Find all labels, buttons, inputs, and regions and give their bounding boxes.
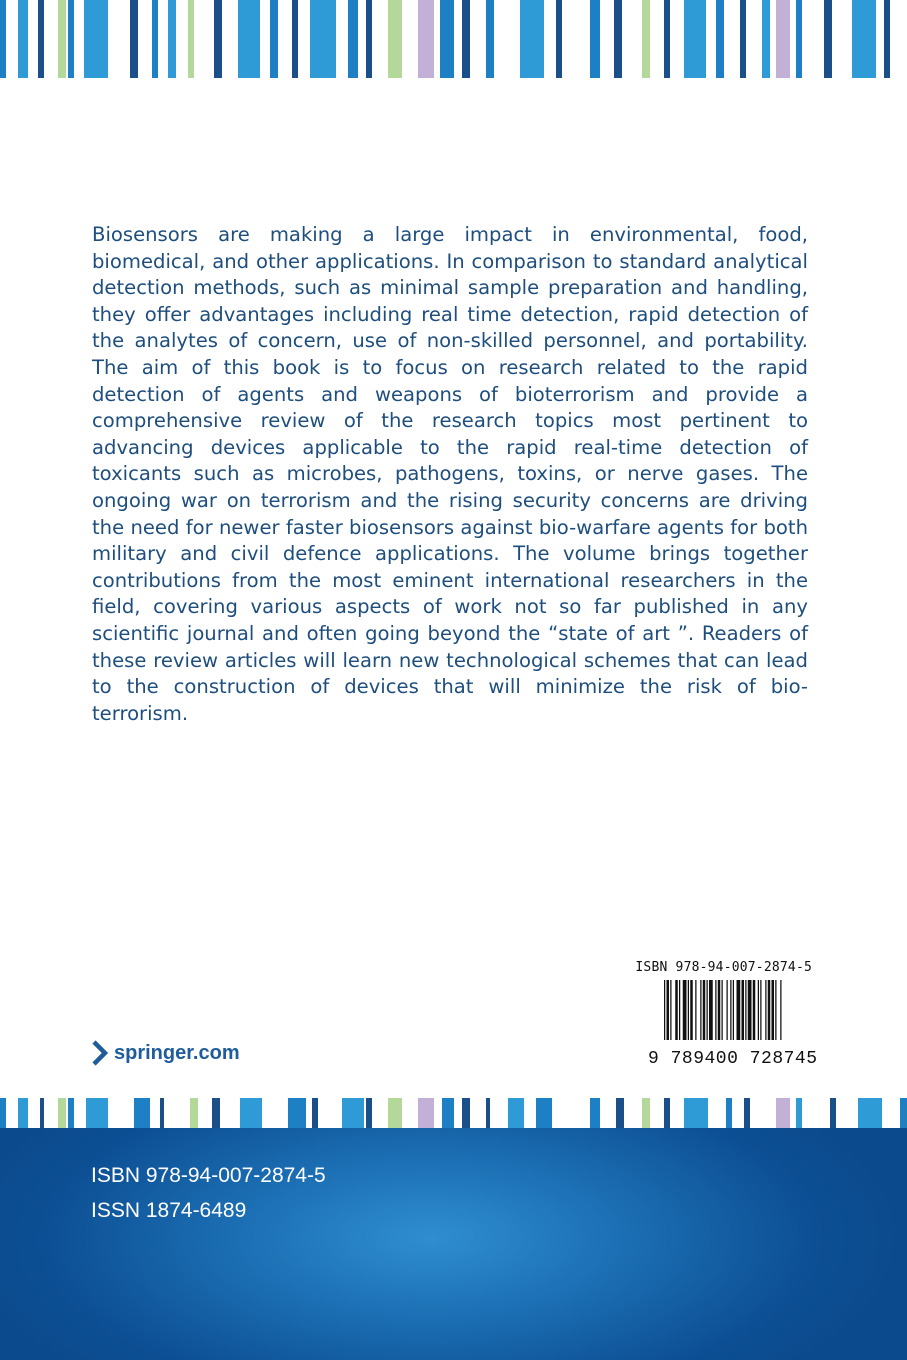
stripe — [664, 1098, 670, 1128]
barcode-bar — [730, 980, 731, 1040]
publisher-link[interactable] — [92, 1040, 240, 1066]
stripe — [796, 1098, 802, 1128]
barcode-bar — [760, 980, 761, 1040]
stripe — [642, 1098, 650, 1128]
stripe — [744, 1098, 750, 1128]
barcode-bar — [690, 980, 693, 1040]
stripe — [508, 1098, 524, 1128]
cover-blurb: Biosensors are making a large impact in environmental, food, biomedical, and other applications. In comparison to standard analytical detection methods, such as minimal sample preparation and handling, they offer advantages including real time detection, rapid detection of the analytes of concern, use of non-skilled personnel, and portability. The aim of this book is to focus on research related to the rapid detection of agents and weapons of bioterrorism and provide a comprehensive review of the research topics most pertinent to advancing devices applicable to the rapid real-time detection of toxicants such as microbes, pathogens, toxins, or nerve gases. The ongoing war on terrorism and the rising security concerns are driving the need for newer faster biosensors against bio-warfare agents for both military and civil defence applications. The volume brings together contributions from the most eminent international researchers in the field, covering various aspects of work not so far published in any scientific journal and often going beyond the “state of art ”. Readers of these review articles will learn new technological schemes that can lead to the construction of devices that will minimize the risk of bio-terrorism. — [92, 223, 808, 725]
stripe — [130, 0, 138, 78]
barcode-bar — [700, 980, 701, 1040]
barcode-bar — [748, 980, 752, 1040]
stripe — [240, 1098, 262, 1128]
stripe — [418, 1098, 434, 1128]
barcode-bar — [664, 980, 665, 1040]
barcode-bar — [753, 980, 756, 1040]
stripe — [270, 0, 278, 78]
isbn-number: ISBN 978-94-007-2874-5 — [91, 1164, 326, 1187]
issn-number: ISSN 1874-6489 — [91, 1199, 247, 1222]
barcode-bar — [745, 980, 746, 1040]
barcode-bar — [758, 980, 759, 1040]
barcode-digits: 9 789400 728745 — [648, 1049, 818, 1069]
barcode-bar — [670, 980, 671, 1040]
chevron-right-icon — [92, 1040, 108, 1066]
stripe — [0, 0, 6, 78]
barcode-bar — [667, 980, 670, 1040]
barcode-bar — [765, 980, 766, 1040]
barcode-bar — [695, 980, 696, 1040]
stripe — [18, 1098, 28, 1128]
stripe — [40, 1098, 44, 1128]
stripe — [536, 1098, 552, 1128]
barcode-bar — [733, 980, 734, 1040]
barcode-bar — [775, 980, 776, 1040]
stripe — [58, 0, 66, 78]
barcode-bar — [727, 980, 728, 1040]
stripe — [18, 0, 28, 78]
stripe — [852, 0, 876, 78]
stripe — [442, 1098, 454, 1128]
stripe — [824, 0, 832, 78]
stripe — [830, 1098, 836, 1128]
stripe — [366, 0, 372, 78]
stripe — [590, 0, 600, 78]
barcode — [664, 980, 822, 1040]
stripe — [776, 1098, 790, 1128]
stripe — [86, 1098, 108, 1128]
stripe — [310, 0, 336, 78]
stripe — [0, 1098, 6, 1128]
stripe — [160, 1098, 164, 1128]
stripe — [884, 0, 890, 78]
barcode-bar — [718, 980, 721, 1040]
stripe — [84, 0, 108, 78]
stripe — [418, 0, 434, 78]
stripe — [190, 1098, 198, 1128]
barcode-bar — [742, 980, 745, 1040]
stripe — [388, 1098, 402, 1128]
stripe — [796, 0, 802, 78]
bottom-panel — [0, 1128, 907, 1360]
stripe — [614, 0, 622, 78]
stripe — [486, 0, 494, 78]
stripe — [440, 0, 454, 78]
stripe — [152, 0, 158, 78]
barcode-isbn-label: ISBN 978-94-007-2874-5 — [635, 960, 812, 975]
stripe — [214, 0, 222, 78]
stripe — [520, 0, 544, 78]
stripe — [68, 1098, 74, 1128]
stripe — [740, 0, 746, 78]
barcode-bar — [715, 980, 716, 1040]
stripe — [238, 0, 260, 78]
barcode-bar — [768, 980, 771, 1040]
stripe — [590, 1098, 600, 1128]
stripe — [462, 0, 470, 78]
stripe — [684, 1098, 708, 1128]
stripe — [38, 0, 44, 78]
barcode-bar — [703, 980, 706, 1040]
stripe — [726, 1098, 732, 1128]
barcode-bar — [707, 980, 708, 1040]
bottom-stripe-band — [0, 1098, 907, 1128]
stripe — [342, 1098, 364, 1128]
stripe — [68, 0, 74, 78]
stripe — [900, 1098, 907, 1128]
stripe — [762, 0, 770, 78]
stripe — [348, 0, 358, 78]
barcode-bar — [709, 980, 713, 1040]
barcode-bar — [683, 980, 687, 1040]
stripe — [312, 1098, 318, 1128]
stripe — [366, 1098, 372, 1128]
stripe — [58, 1098, 66, 1128]
stripe — [388, 0, 402, 78]
stripe — [716, 0, 724, 78]
stripe — [188, 0, 194, 78]
barcode-bar — [675, 980, 678, 1040]
stripe — [134, 1098, 150, 1128]
stripe — [288, 1098, 306, 1128]
stripe — [212, 1098, 220, 1128]
top-stripe-band — [0, 0, 907, 78]
barcode-bar — [679, 980, 680, 1040]
stripe — [292, 0, 298, 78]
stripe — [462, 1098, 470, 1128]
stripe — [616, 1098, 624, 1128]
barcode-bar — [772, 980, 775, 1040]
stripe — [642, 0, 650, 78]
stripe — [664, 0, 670, 78]
barcode-bar — [688, 980, 689, 1040]
stripe — [776, 0, 790, 78]
stripe — [168, 0, 176, 78]
stripe — [556, 0, 562, 78]
publisher-link-label: springer.com — [114, 1041, 240, 1064]
barcode-bar — [737, 980, 741, 1040]
stripe — [858, 1098, 882, 1128]
stripe — [684, 0, 706, 78]
stripe — [486, 1098, 490, 1128]
barcode-bar — [780, 980, 781, 1040]
barcode-bar — [722, 980, 723, 1040]
